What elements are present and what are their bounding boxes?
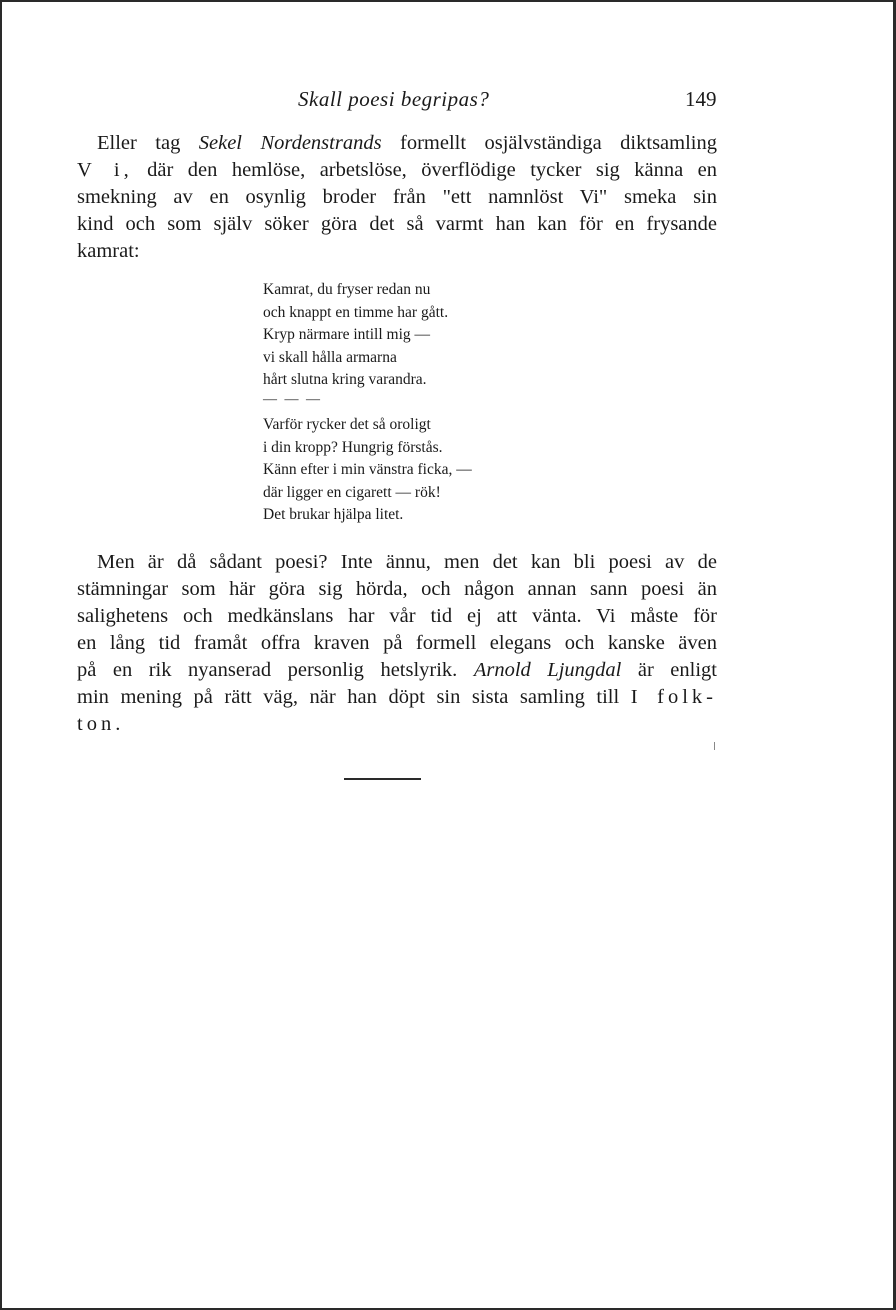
paragraph-line: salighetens och medkänslans har vår tid ej att vänta. Vi måste för <box>77 605 717 627</box>
poem-stanza-1 <box>263 279 448 392</box>
poem-line: och knappt en timme har gått. <box>263 303 449 321</box>
paragraph-line: smekning av en osynlig broder från "ett namnlöst Vi" smeka sin <box>77 186 717 208</box>
paragraph-line: kind och som själv söker göra det så varmt han kan för en frysande <box>77 213 717 235</box>
poem-line: Det brukar hjälpa litet. <box>263 506 404 523</box>
author-name: Arnold Ljungdal <box>473 659 622 681</box>
paragraph-line: Men är då sådant poesi? Inte ännu, men det kan bli poesi av de <box>97 551 717 573</box>
paragraph-line: kamrat: <box>77 240 140 262</box>
running-title: Skall poesi begripas? <box>298 87 490 111</box>
poem-line: hårt slutna kring varandra. <box>263 371 427 388</box>
paragraph-conclusion <box>77 549 717 738</box>
stanza-separator: — — — <box>263 392 322 407</box>
paragraph-line: Eller tag Sekel Nordenstrands formellt osjälvständiga diktsamling <box>97 132 717 154</box>
paragraph-intro <box>77 130 717 265</box>
paragraph-line: en lång tid framåt offra kraven på formell elegans och kanske även <box>77 632 717 654</box>
author-name: Sekel Nordenstrands <box>198 132 382 154</box>
book-title: ton. <box>77 713 125 735</box>
poem-line: vi skall hålla armarna <box>263 348 397 366</box>
page-number: 149 <box>685 87 717 111</box>
paragraph-line: min mening på rätt väg, när han döpt sin sista samling till I folk- <box>77 686 717 708</box>
page-edge-top <box>0 0 896 2</box>
section-end-rule <box>344 778 421 780</box>
poem-line: där ligger en cigarett — rök! <box>263 483 441 501</box>
paragraph-line: på en rik nyanserad personlig hetslyrik. Arnold Ljungdal är enligt <box>77 659 717 681</box>
poem-line: Känn efter i min vänstra ficka, — <box>263 461 472 478</box>
paragraph-line <box>77 711 717 738</box>
poem-line: Varför rycker det så oroligt <box>263 416 431 433</box>
scan-speck <box>714 742 715 750</box>
book-title: V i, <box>77 159 133 181</box>
poem-line: Kamrat, du fryser redan nu <box>263 281 431 298</box>
poem-stanza-2 <box>263 414 472 527</box>
book-title: I folk- <box>630 686 717 708</box>
poem-line: Kryp närmare intill mig — <box>263 326 431 343</box>
paragraph-line: V i, där den hemlöse, arbetslöse, överflödige tycker sig känna en <box>77 159 717 181</box>
page-edge-left <box>0 0 2 1310</box>
poem-line: i din kropp? Hungrig förstås. <box>263 438 443 456</box>
paragraph-line: stämningar som här göra sig hörda, och någon annan sann poesi än <box>77 578 717 600</box>
